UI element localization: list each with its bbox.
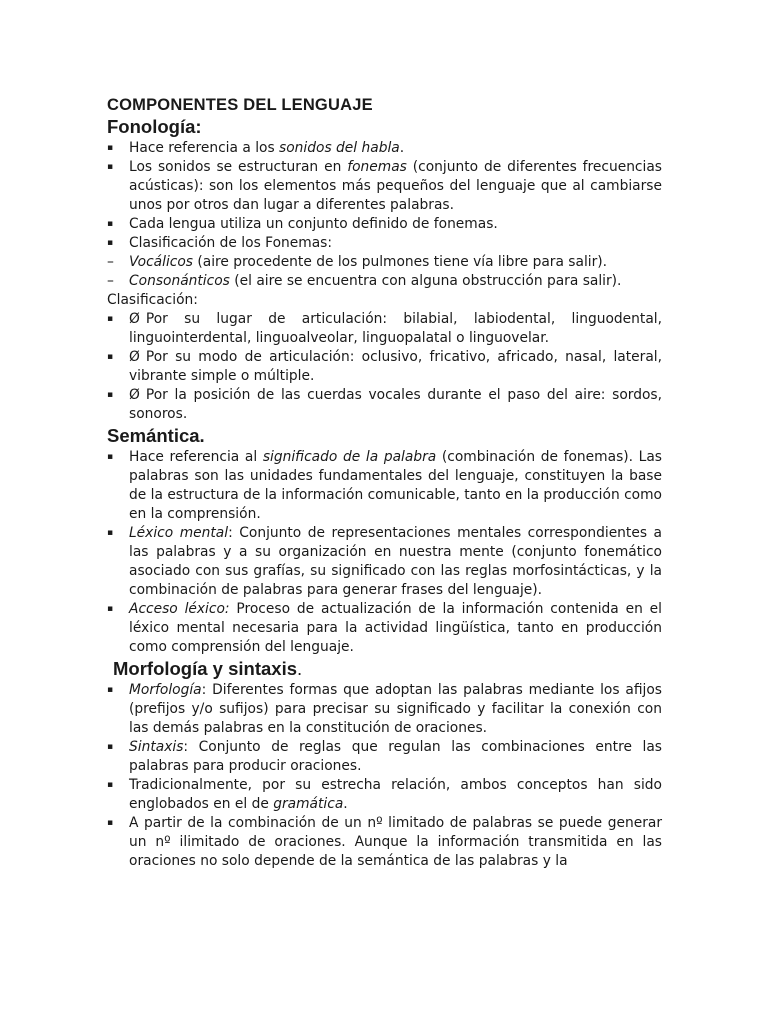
list-item: ▪ A partir de la combinación de un nº limitado de palabras se puede generar un nº ilimitado de oraciones. Aunque la información transmitida en las oraciones no solo depende de la semántica de las palabras y la bbox=[107, 815, 662, 869]
bullet-icon: ▪ bbox=[107, 352, 114, 362]
list-item: ▪ Léxico mental: Conjunto de representaciones mentales correspondientes a las palabras y a su organización en nuestra mente (conjunto fonemático asociado con sus grafías, su significado con las reglas morfosintácticas, y la combinación de palabras para generar frases del lenguaje). bbox=[107, 525, 662, 598]
bullet-icon: ▪ bbox=[107, 238, 114, 248]
bullet-icon: ▪ bbox=[107, 314, 114, 324]
bullet-icon: ▪ bbox=[107, 742, 114, 752]
section-heading-morfologia: Morfología y sintaxis. bbox=[113, 658, 303, 679]
list-item: ▪ Morfología: Diferentes formas que adoptan las palabras mediante los afijos (prefijos y/o sufijos) para precisar su significado y facilitar la conexión con las demás palabras en la constitución de oraciones. bbox=[107, 682, 662, 736]
fonologia-list bbox=[107, 139, 662, 291]
semantica-list bbox=[107, 448, 662, 657]
bullet-icon: ▪ bbox=[107, 685, 114, 695]
list-item: ▪ Clasificación de los Fonemas: bbox=[107, 235, 332, 251]
classification-list bbox=[107, 310, 662, 424]
list-item: ▪ Hace referencia a los sonidos del habla. bbox=[107, 140, 405, 156]
bullet-icon: ▪ bbox=[107, 604, 114, 614]
dash-icon: – bbox=[107, 254, 114, 270]
morfologia-list bbox=[107, 681, 662, 871]
bullet-icon: ▪ bbox=[107, 780, 114, 790]
bullet-icon: ▪ bbox=[107, 143, 114, 153]
document-title: COMPONENTES DEL LENGUAJE bbox=[107, 96, 373, 114]
classification-subheading: Clasificación: bbox=[107, 292, 198, 308]
bullet-icon: ▪ bbox=[107, 452, 114, 462]
list-item: ▪ Ø Por la posición de las cuerdas vocales durante el paso del aire: sordos, sonoros. bbox=[107, 387, 662, 422]
empty-set-icon: Ø bbox=[129, 349, 140, 365]
list-item: ▪ Hace referencia al significado de la palabra (combinación de fonemas). Las palabras son las unidades fundamentales del lenguaje, constituyen la base de la estructura de la información comunicable, tanto en la producción como en la comprensión. bbox=[107, 449, 662, 522]
bullet-icon: ▪ bbox=[107, 390, 114, 400]
list-item: ▪ Ø Por su lugar de articulación: bilabial, labiodental, linguodental, linguointerdental, linguoalveolar, linguopalatal o linguovelar. bbox=[107, 311, 662, 346]
list-item: ▪ Ø Por su modo de articulación: oclusivo, fricativo, africado, nasal, lateral, vibrante simple o múltiple. bbox=[107, 349, 662, 384]
list-item: ▪ Acceso léxico: Proceso de actualización de la información contenida en el léxico mental necesaria para la actividad lingüística, tanto en producción como comprensión del lenguaje. bbox=[107, 601, 663, 655]
list-item: ▪ Tradicionalmente, por su estrecha relación, ambos conceptos han sido englobados en el de gramática. bbox=[107, 777, 662, 812]
list-item: ▪ Cada lengua utiliza un conjunto definido de fonemas. bbox=[107, 216, 498, 232]
section-heading-fonologia: Fonología: bbox=[107, 116, 202, 137]
empty-set-icon: Ø bbox=[129, 387, 140, 403]
list-item: – Vocálicos (aire procedente de los pulmones tiene vía libre para salir). bbox=[107, 254, 608, 270]
list-item: ▪ Sintaxis: Conjunto de reglas que regulan las combinaciones entre las palabras para producir oraciones. bbox=[107, 739, 662, 774]
section-heading-semantica: Semántica. bbox=[107, 425, 205, 446]
dash-icon: – bbox=[107, 273, 114, 289]
empty-set-icon: Ø bbox=[129, 311, 140, 327]
document-page bbox=[107, 95, 662, 871]
bullet-icon: ▪ bbox=[107, 528, 114, 538]
bullet-icon: ▪ bbox=[107, 818, 114, 828]
bullet-icon: ▪ bbox=[107, 219, 114, 229]
bullet-icon: ▪ bbox=[107, 162, 114, 172]
list-item: – Consonánticos (el aire se encuentra con alguna obstrucción para salir). bbox=[107, 273, 622, 289]
list-item: ▪ Los sonidos se estructuran en fonemas (conjunto de diferentes frecuencias acústicas): son los elementos más pequeños del lenguaje que al cambiarse unos por otros dan lugar a diferentes palabras. bbox=[107, 159, 662, 213]
